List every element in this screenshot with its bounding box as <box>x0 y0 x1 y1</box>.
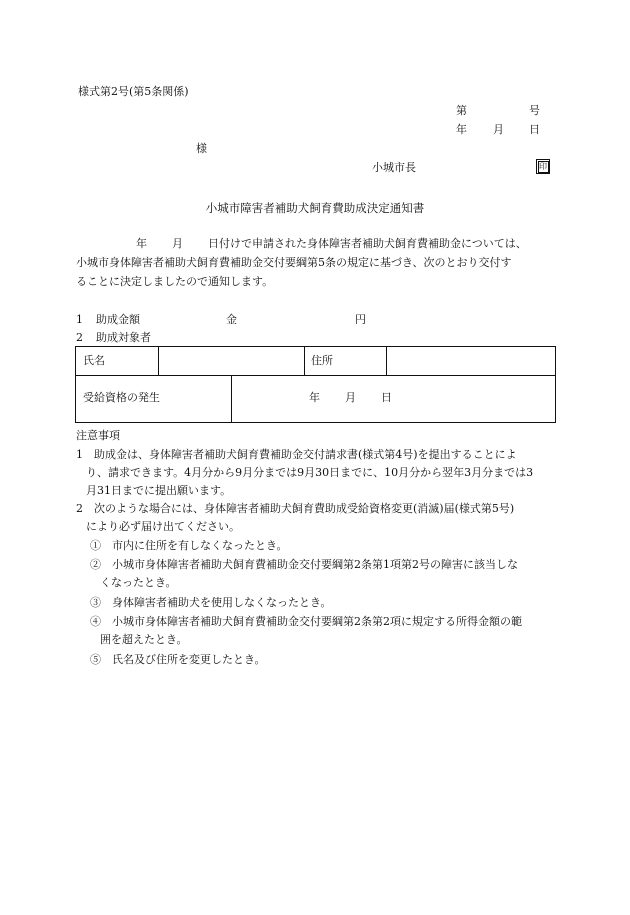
note-line: 2 次のような場合には、身体障害者補助犬飼育費助成受給資格変更(消滅)届(様式第5号) <box>76 502 515 515</box>
table-col-divider <box>231 375 232 422</box>
table-col-divider <box>304 347 305 375</box>
seal-stamp-char: 印 <box>539 161 547 171</box>
form-number-label: 様式第2号(第5条関係) <box>78 85 189 98</box>
notes-heading: 注意事項 <box>76 429 120 442</box>
paragraph-line-1: 日付けで申請された身体障害者補助犬飼育費補助金については、 <box>208 237 527 250</box>
issue-date-month-label: 月 <box>493 123 504 136</box>
address-label-cell: 住所 <box>311 354 333 367</box>
note-subitem-cont: くなったとき。 <box>100 576 177 589</box>
issue-date-year-label: 年 <box>456 123 467 136</box>
item-2-label: 助成対象者 <box>96 331 151 344</box>
table-col-divider <box>386 347 387 375</box>
note-subitem: ③ 身体障害者補助犬を使用しなくなったとき。 <box>90 596 332 609</box>
note-line: 月31日までに提出願います。 <box>86 484 232 497</box>
note-subitem: ⑤ 氏名及び住所を変更したとき。 <box>90 653 266 666</box>
paragraph-year-label: 年 <box>136 237 147 250</box>
paragraph-line-3: ることに決定しましたので通知します。 <box>76 275 274 288</box>
number-go-label: 号 <box>529 104 540 117</box>
document-title: 小城市障害者補助犬飼育費助成決定通知書 <box>205 201 425 215</box>
issue-date-day-label: 日 <box>529 123 540 136</box>
eligibility-label-cell: 受給資格の発生 <box>83 391 160 404</box>
eligibility-month-label: 月 <box>345 391 356 404</box>
item-2-number: 2 <box>76 331 83 344</box>
note-subitem: ④ 小城市身体障害者補助犬飼育費補助金交付要綱第2条第2項に規定する所得金額の範 <box>90 615 522 628</box>
note-subitem: ② 小城市身体障害者補助犬飼育費補助金交付要綱第2条第1項第2号の障害に該当しな <box>90 558 518 571</box>
paragraph-line-2: 小城市身体障害者補助犬飼育費補助金交付要綱第5条の規定に基づき、次のとおり交付す <box>76 256 512 269</box>
note-subitem-cont: 囲を超えたとき。 <box>100 633 188 646</box>
paragraph-month-label: 月 <box>172 237 183 250</box>
note-line: により必ず届け出てください。 <box>86 520 240 533</box>
address-value-cell[interactable] <box>388 349 552 373</box>
item-1-number: 1 <box>76 313 83 326</box>
number-dai-label: 第 <box>456 104 467 117</box>
item-1-label: 助成金額 <box>96 313 140 326</box>
addressee-suffix: 様 <box>196 142 207 155</box>
sender-name: 小城市長 <box>372 161 416 174</box>
recipient-table <box>75 346 556 423</box>
table-col-divider <box>158 347 159 375</box>
name-value-cell[interactable] <box>160 349 302 373</box>
eligibility-day-label: 日 <box>381 391 392 404</box>
note-line: 1 助成金は、身体障害者補助犬飼育費補助金交付請求書(様式第4号)を提出することによ <box>76 448 517 461</box>
note-subitem: ① 市内に住所を有しなくなったとき。 <box>90 539 288 552</box>
eligibility-year-label: 年 <box>309 391 320 404</box>
item-1-yen-label: 円 <box>355 313 366 326</box>
name-label-cell: 氏名 <box>83 354 105 367</box>
item-1-kin-label: 金 <box>226 313 237 326</box>
note-line: り、請求できます。4月分から9月分までは9月30日までに、10月分から翌年3月分までは3 <box>86 466 534 479</box>
table-row-divider <box>76 375 555 376</box>
seal-stamp-icon <box>536 159 550 174</box>
